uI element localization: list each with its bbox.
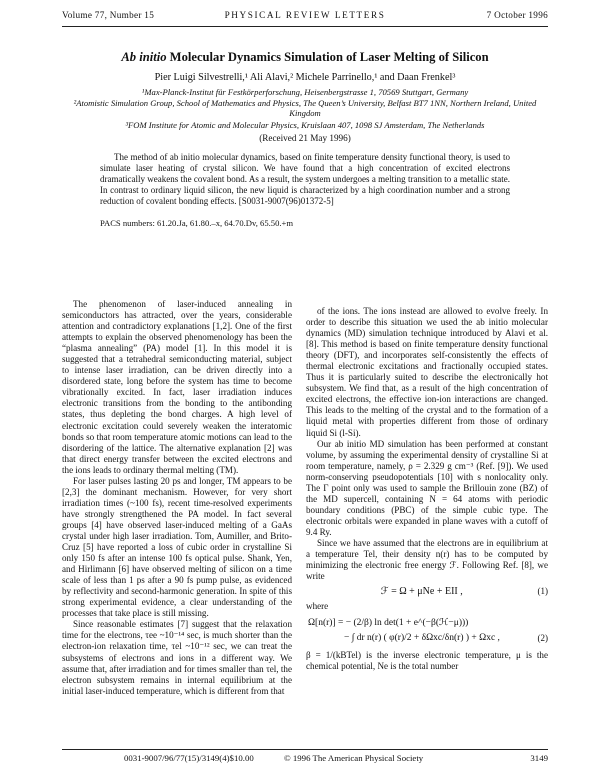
paragraph: Our ab initio MD simulation has been performed at constant volume, by assuming the experimental density of crystalline Si at room temperature, namely, ρ = 2.329 g cm⁻³ (Ref. [9]). We used norm-conserving pseudopotentials [10] with s nonlocality only. The Γ point only was used to sample the Brillouin zone (BZ) of the MD supercell, containing N = 64 atoms with periodic boundary conditions (PBC) of the simple cubic type. The electronic orbitals were expanded in plane waves with a cutoff of 9.4 Ry. <box>306 438 548 537</box>
affiliation-1: ¹Max-Planck-Institut für Festkörperforschung, Heisenbergstrasse 1, 70569 Stuttgart, Germany <box>141 87 469 97</box>
doi-code: 0031-9007/96/77(15)/3149(4)$10.00 <box>124 753 254 763</box>
title-italic: Ab initio <box>121 50 167 64</box>
title-rest: Molecular Dynamics Simulation of Laser Melting of Silicon <box>166 50 489 64</box>
equation-1-body: ℱ = Ω + μNe + EII , <box>380 586 463 598</box>
equation-2-number: (2) <box>537 633 548 644</box>
header-rule <box>62 26 548 27</box>
running-header <box>62 10 548 24</box>
copyright: © 1996 The American Physical Society <box>284 753 424 763</box>
equation-1-number: (1) <box>537 586 548 597</box>
paragraph: of the ions. The ions instead are allowed to evolve freely. In order to describe this situation we used the ab initio molecular dynamics (MD) simulation technique introduced by Alavi et al. [8]. This method is based on finite temperature density functional theory (DFT), and incorporates self-consistently the effects of thermal electronic excitations and fractionally occupied states. Thus it is particularly suited to describe the electronically hot subsystem. We find that, as a result of the high concentration of excited electrons, the effective ion-ion interactions are changed. This leads to the melting of the crystal and to the formation of a liquid metal with properties different from those of ordinary liquid Si (l-Si). <box>306 306 548 438</box>
equation-2-line2: − ∫ dr n(r) ( φ(r)/2 + δΩxc/δn(r) ) + Ωxc , <box>344 633 500 644</box>
abstract: The method of ab initio molecular dynamics, based on finite temperature density functional theory, is used to simulate laser heating of crystal silicon. We have found that a high concentration of excited electrons dramatically weakens the covalent bond. As a result, the system undergoes a melting transition to a metallic state. In contrast to ordinary liquid silicon, the new liquid is characterized by a high coordination number and a strong reduction of covalent bonding effects. [S0031-9007(96)01372-5] <box>100 152 510 206</box>
footer-rule <box>62 749 548 750</box>
equation-2 <box>306 616 548 646</box>
paragraph: The phenomenon of laser-induced annealing in semiconductors has attracted, over the years, considerable attention and contradictory explanations [1,2]. One of the first attempts to explain the observed phenomenology has been the “plasma annealing” (PA) model [1]. In this model it is suggested that a tetrahedral semiconducting material, subject to intense laser irradiation, can be driven directly into a disordered state, long before the system has time to become vibrationally excited. In fact, laser irradiation induces electronic transitions from the bonding to the antibonding states, thus depleting the bond charges. A high level of electronic excitation could severely weaken the interatomic bonds so that room temperature atomic motions can lead to the disordering of the lattice. The alternative explanation [2] was that direct energy transfer between the excited electrons and the ions leads to ordinary thermal melting (TM). <box>62 299 292 475</box>
pacs-numbers: PACS numbers: 61.20.Ja, 61.80.–x, 64.70.Dv, 65.50.+m <box>100 218 294 228</box>
affiliation-2: ²Atomistic Simulation Group, School of Mathematics and Physics, The Queen’s University, Belfast BT7 1NN, Northern Ireland, United Kingdom <box>73 98 537 119</box>
paragraph: For laser pulses lasting 20 ps and longer, TM appears to be [2,3] the dominant mechanism. However, for very short irradiation times (~100 fs), recent time-resolved experiments have strongly strengthened the PA model. In fact several groups [4] have observed laser-induced melting of a GaAs crystal under high laser irradiation. Tom, Aumiller, and Brito-Cruz [5] have reported a loss of cubic order in crystalline Si only 150 fs after an intense 100 fs optical pulse. Shank, Yen, and Hirlimann [6] have observed melting of silicon on a time scale of less than 1 ps after a 90 fs pump pulse, as evidenced by reflectivity and second-harmonic generation. In spite of this strong experimental evidence, a clear understanding of the processes that take place is still missing. <box>62 475 292 619</box>
paragraph: Since reasonable estimates [7] suggest that the relaxation time for the electrons, τee ~10⁻¹⁴ sec, is much shorter than the electron-ion relaxation time, τel ~10⁻¹² sec, we can treat the subsystems of electrons and ions in a different way. We assume that, after irradiation and for times smaller than τel, the electron subsystem remains in internal equilibrium at the initial laser-induced temperature, which is different from that <box>62 619 292 696</box>
equation-1 <box>306 586 548 597</box>
volume-number: Volume 77, Number 15 <box>62 10 155 20</box>
paragraph: β = 1/(kBTel) is the inverse electronic temperature, μ is the chemical potential, Ne is the total number <box>306 650 548 672</box>
author-list: Pier Luigi Silvestrelli,¹ Ali Alavi,² Michele Parrinello,¹ and Daan Frenkel³ <box>154 72 456 83</box>
issue-date: 7 October 1996 <box>486 10 548 20</box>
journal-name: PHYSICAL REVIEW LETTERS <box>224 10 386 20</box>
received-date: (Received 21 May 1996) <box>259 133 351 143</box>
equation-2-line1: Ω[n(r)] = − (2/β) ln det(1 + e^(−β(ℋ−μ))) <box>308 618 469 629</box>
paragraph: Since we have assumed that the electrons are in equilibrium at a temperature Tel, their density n(r) has to be computed by minimizing the electronic free energy ℱ. Following Ref. [8], we write <box>306 537 548 582</box>
left-column <box>62 299 292 697</box>
right-column <box>306 306 548 672</box>
equation-2-body <box>306 616 538 646</box>
page-number: 3149 <box>530 753 548 763</box>
page-footer <box>62 753 548 767</box>
where-text: where <box>306 601 329 612</box>
paper-title <box>62 50 548 65</box>
affiliation-3: ³FOM Institute for Atomic and Molecular Physics, Kruislaan 407, 1098 SJ Amsterdam, The Netherlands <box>125 120 485 130</box>
